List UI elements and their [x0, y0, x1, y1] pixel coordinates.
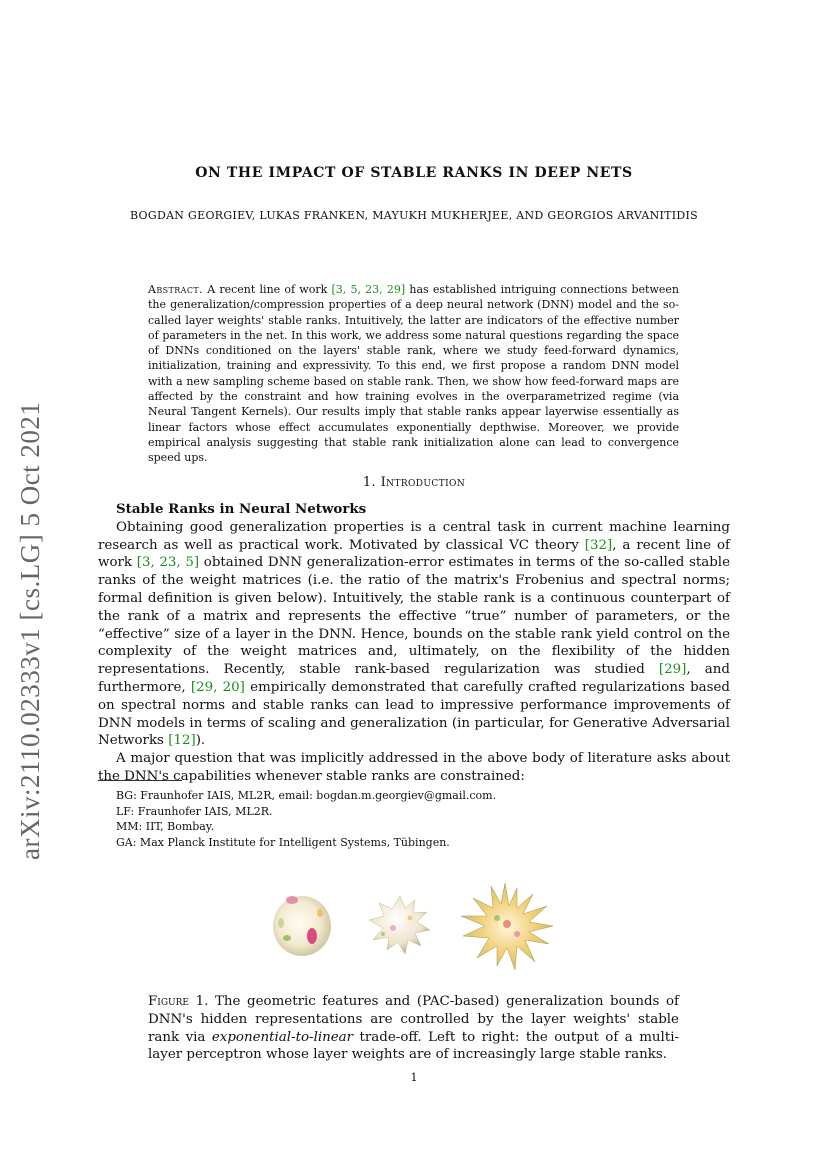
figure-1-svg	[265, 878, 565, 973]
caption-emphasis: exponential-to-linear	[211, 1029, 354, 1045]
p1-text-5: empirically demonstrated that carefully crafted regularizations based on spectral norms and stable ranks can lead to impressive performance improvements of DNN models in terms of scaling and generalization (in particular, for Generative Adversarial Networks	[98, 679, 730, 749]
p1-text-6: ).	[195, 733, 206, 749]
abstract-text-b: has established intriguing connections between the generalization/compression properties of a deep neural network (DNN) model and the so-called layer weights' stable ranks. Intuitively, the latter are indicators of the effective number of parameters in the net. In this work, we address some natural questions regarding the space of DNNs conditioned on the layers' stable rank, where we study feed-forward dynamics, initialization, training and expressivity. To this end, we first propose a random DNN model with a new sampling scheme based on stable rank. Then, we show how feed-forward maps are affected by the constraint and how training evolves in the overparametrized regime (via Neural Tangent Kernels). Our results imply that stable ranks appear layerwise essentially as linear factors whose effect accumulates exponentially depthwise. Moreover, we provide empirical analysis suggesting that stable rank initialization alone can lead to convergence speed ups.	[148, 283, 679, 465]
section-number: 1.	[362, 475, 377, 490]
arxiv-stamp-text: arXiv:2110.02333v1 [cs.LG] 5 Oct 2021	[15, 401, 45, 860]
figure-panel-high-rank	[461, 883, 553, 970]
citation-link[interactable]: [12]	[168, 733, 196, 749]
p1-text-1: Obtaining good generalization properties is a central task in current machine learning research as well as practical work. Motivated by classical VC theory	[98, 519, 730, 553]
p1-text-3: obtained DNN generalization-error estimates in terms of the so-called stable ranks of the weight matrices (i.e. the ratio of the matrix's Frobenius and spectral norms; formal definition is given below). Intuitively, the stable rank is a continuous counterpart of the rank of a matrix and represents the effective “true” number of parameters, or the “effective” size of a layer in the DNN. Hence, bounds on the stable rank yield control on the complexity of the weight matrices and, ultimately, on the flexibility of the hidden representations. Recently, stable rank-based regularization was studied	[98, 555, 730, 678]
footnotes	[116, 788, 496, 850]
author-list: BOGDAN GEORGIEV, LUKAS FRANKEN, MAYUKH MUKHERJEE, AND GEORGIOS ARVANITIDIS	[129, 209, 699, 222]
footnote: BG: Fraunhofer IAIS, ML2R, email: bogdan.m.georgiev@gmail.com.	[116, 789, 497, 802]
abstract	[148, 282, 679, 466]
figure-panel-low-rank	[273, 896, 331, 956]
paper-title: ON THE IMPACT OF STABLE RANKS IN DEEP NETS	[195, 165, 633, 181]
citation-link[interactable]: [3, 23, 5]	[136, 555, 200, 571]
abstract-label: Abstract.	[148, 283, 203, 296]
citation-link[interactable]: [29, 20]	[190, 679, 245, 695]
p1-text-2: , a recent line of work	[98, 537, 730, 571]
section-heading	[0, 475, 828, 490]
footnote: MM: IIT, Bombay.	[116, 820, 215, 833]
section-title: Introduction	[380, 475, 466, 490]
subsection-heading: Stable Ranks in Neural Networks	[116, 501, 367, 517]
arxiv-stamp	[10, 380, 50, 860]
citation-link[interactable]: [3, 5, 23, 29]	[331, 283, 406, 296]
footnote: LF: Fraunhofer IAIS, ML2R.	[116, 804, 273, 818]
figure-label: Figure 1.	[148, 994, 209, 1009]
body-text	[98, 501, 730, 786]
figure-1-images	[265, 878, 565, 973]
paragraph-1	[98, 519, 730, 750]
footnote: GA: Max Planck Institute for Intelligent Systems, Tübingen.	[116, 835, 450, 849]
paragraph-2: A major question that was implicitly addressed in the above body of literature asks about the DNN's capabilities whenever stable ranks are constrained:	[98, 751, 730, 784]
page-number: 1	[410, 1071, 418, 1084]
figure-caption	[148, 993, 679, 1064]
abstract-text-a: A recent line of work	[203, 283, 332, 296]
caption-text-b: trade-off. Left to right: the output of a multi-layer perceptron whose layer weights are of increasingly large stable ranks.	[148, 1029, 680, 1063]
p1-text-4: , and furthermore,	[98, 662, 730, 695]
caption-text-a: The geometric features and (PAC-based) generalization bounds of DNN's hidden representations are controlled by the layer weights' stable rank via	[148, 994, 680, 1045]
figure-panel-mid-rank	[369, 896, 430, 954]
citation-link[interactable]: [32]	[584, 537, 613, 553]
citation-link[interactable]: [29]	[658, 662, 687, 678]
footnote-rule	[98, 780, 182, 781]
